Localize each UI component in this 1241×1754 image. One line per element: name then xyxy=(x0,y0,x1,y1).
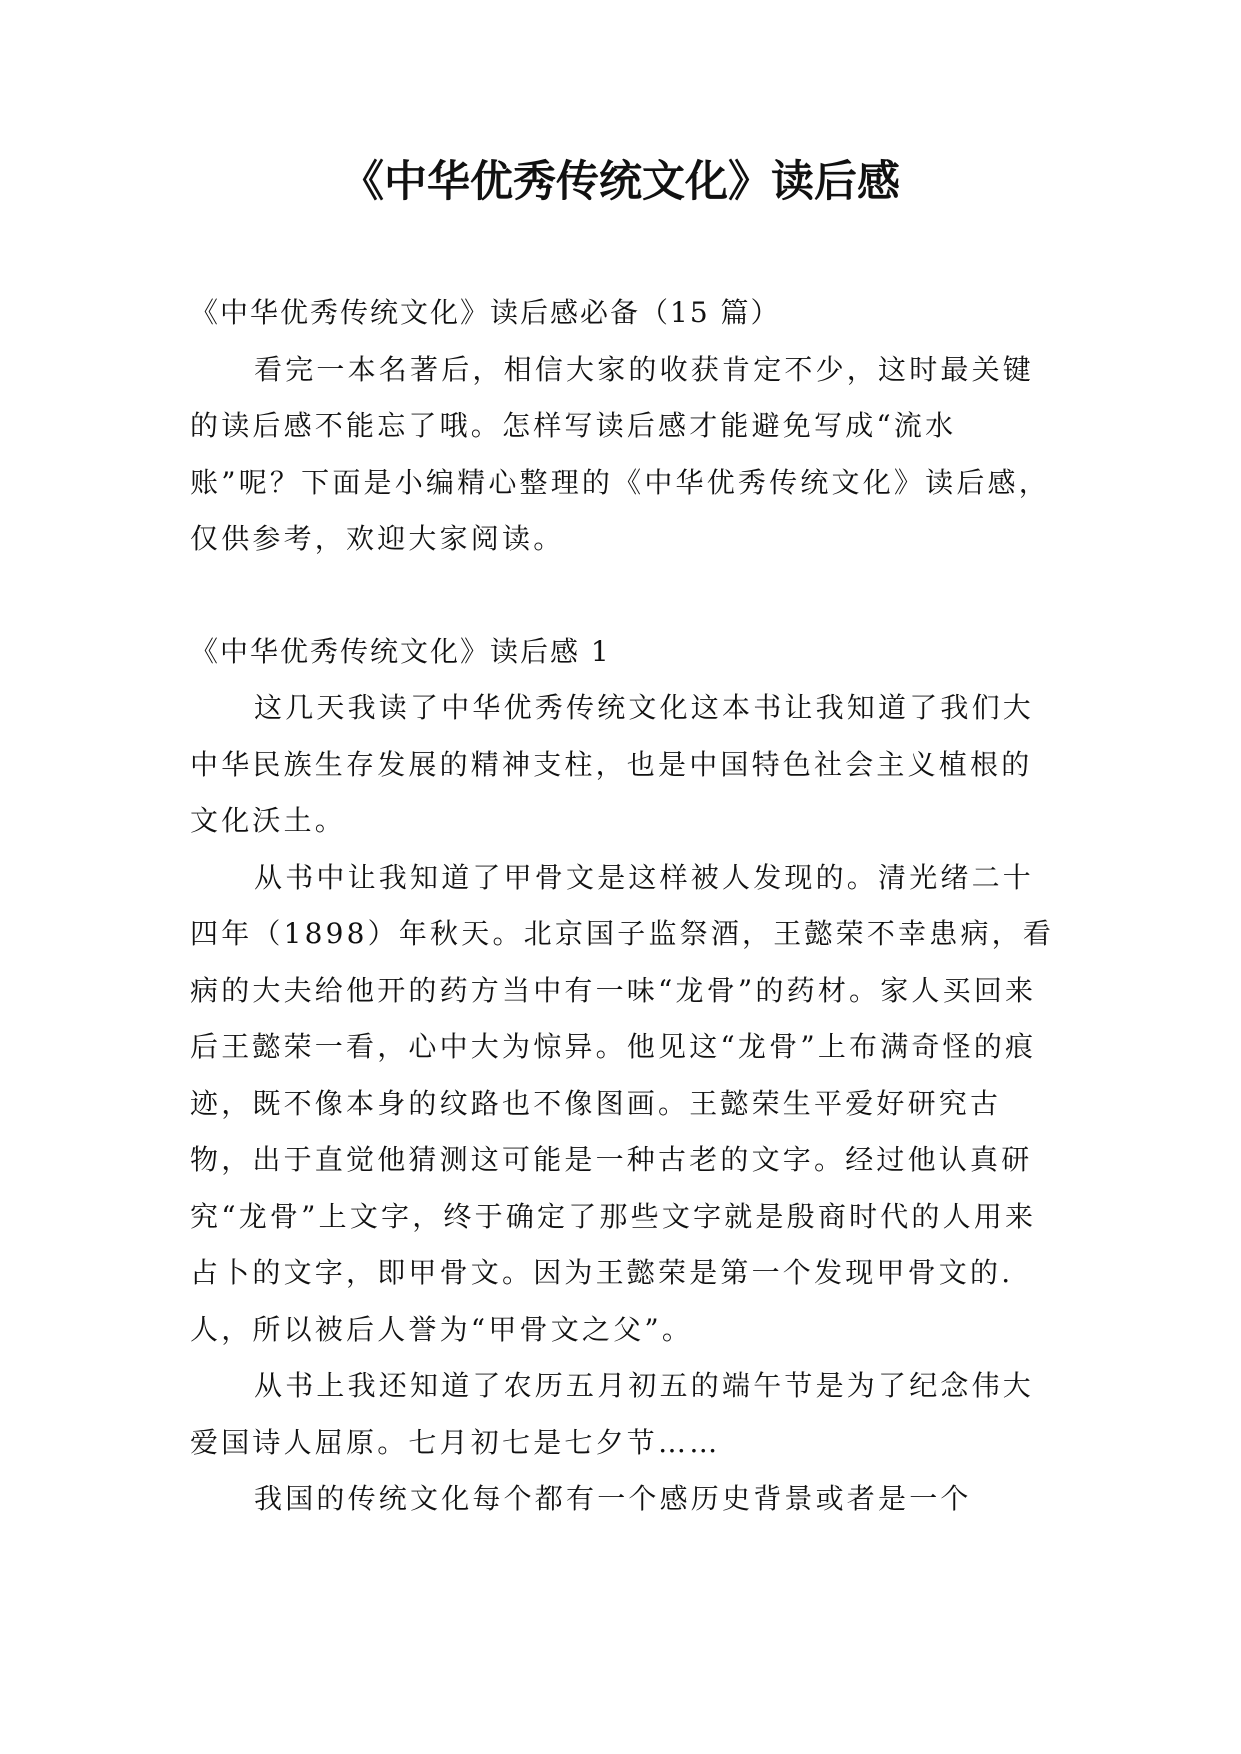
body-paragraph: 从书中让我知道了甲骨文是这样被人发现的。清光绪二十四年（1898）年秋天。北京国子监祭酒，王懿荣不幸患病，看病的大夫给他开的药方当中有一味“龙骨”的药材。家人买回来后王懿荣一看，心中大为惊异。他见这“龙骨”上布满奇怪的痕迹，既不像本身的纹路也不像图画。王懿荣生平爱好研究古物，出于直觉他猜测这可能是一种古老的文字。经过他认真研究“龙骨”上文字，终于确定了那些文字就是殷商时代的人用来占卜的文字，即甲骨文。因为王懿荣是第一个发现甲骨文的.人，所以被后人誉为“甲骨文之父”。 xyxy=(190,860,1055,1346)
intro-heading: 《中华优秀传统文化》读后感必备（15 篇） xyxy=(190,296,781,329)
body-paragraph: 我国的传统文化每个都有一个感历史背景或者是一个 xyxy=(254,1482,972,1515)
body-paragraph: 这几天我读了中华优秀传统文化这本书让我知道了我们大中华民族生存发展的精神支柱，也是中国特色社会主义植根的文化沃土。 xyxy=(190,691,1035,837)
section-heading: 《中华优秀传统文化》读后感 1 xyxy=(190,634,611,668)
section-spacer xyxy=(190,568,1060,624)
body-paragraph: 从书上我还知道了农历五月初五的端午节是为了纪念伟大爱国诗人屈原。七月初七是七夕节…… xyxy=(190,1369,1035,1459)
document-title: 《中华优秀传统文化》读后感 xyxy=(341,157,900,207)
intro-paragraph: 看完一本名著后，相信大家的收获肯定不少，这时最关键的读后感不能忘了哦。怎样写读后感才能避免写成“流水账”呢？下面是小编精心整理的《中华优秀传统文化》读后感，仅供参考，欢迎大家阅读。 xyxy=(190,352,1050,555)
document-body xyxy=(190,285,1060,1528)
